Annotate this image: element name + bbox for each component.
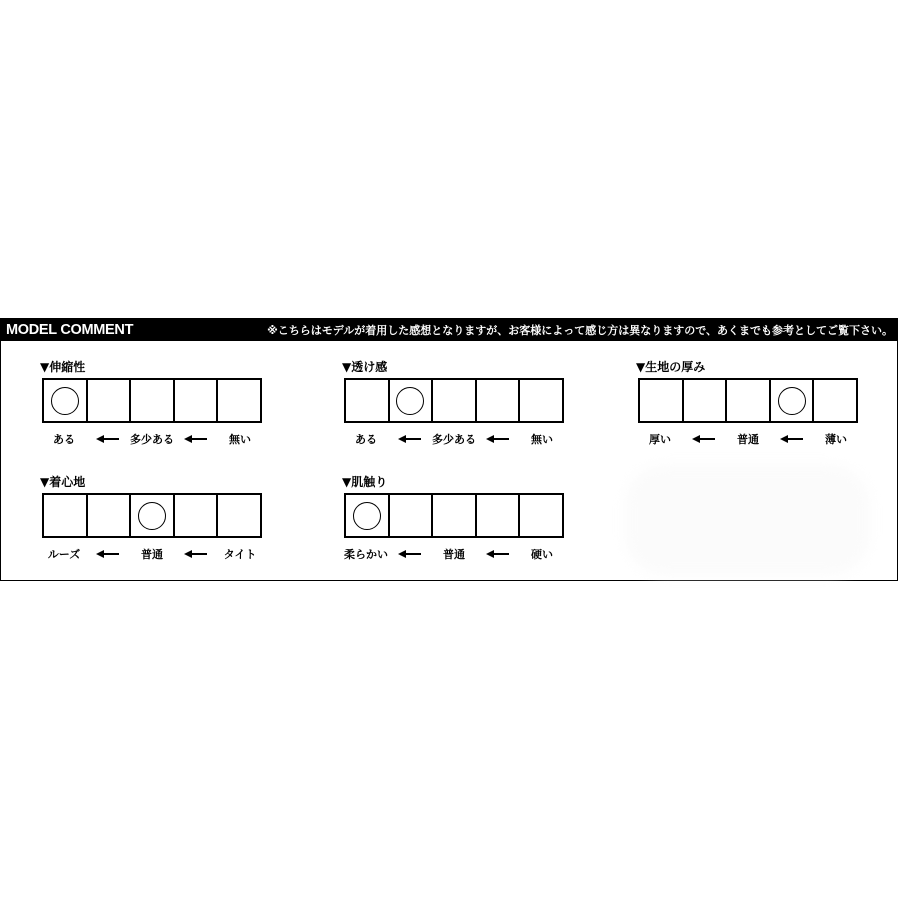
group-title: ▼生地の厚み bbox=[636, 360, 706, 374]
label-left: 柔らかい bbox=[344, 548, 388, 561]
scale-cell bbox=[131, 380, 175, 421]
label-right: 薄い bbox=[825, 433, 847, 446]
scale-labels bbox=[344, 431, 564, 447]
left-arrow-icon bbox=[86, 549, 130, 559]
group-title: ▼伸縮性 bbox=[40, 360, 86, 374]
label-left: ある bbox=[53, 433, 75, 446]
label-left: 厚い bbox=[649, 433, 671, 446]
left-arrow-icon bbox=[388, 549, 432, 559]
label-right: 硬い bbox=[531, 548, 553, 561]
group-title: ▼透け感 bbox=[342, 360, 388, 374]
header-note: ※こちらはモデルが着用した感想となりますが、お客様によって感じ方は異なりますので、あくまでも参考としてご覧下さい。 bbox=[267, 324, 893, 337]
header-title: MODEL COMMENT bbox=[6, 322, 134, 338]
rating-group-thickness bbox=[638, 359, 858, 447]
left-arrow-icon bbox=[770, 434, 814, 444]
left-arrow-icon bbox=[682, 434, 726, 444]
left-arrow-icon bbox=[388, 434, 432, 444]
circle-marker-icon bbox=[138, 502, 166, 530]
left-arrow-icon bbox=[174, 549, 218, 559]
scale-cell bbox=[131, 495, 175, 536]
rating-group-texture bbox=[344, 474, 564, 562]
scale-cell bbox=[218, 495, 260, 536]
group-title: ▼着心地 bbox=[40, 475, 86, 489]
left-arrow-icon bbox=[86, 434, 130, 444]
rating-scale bbox=[344, 378, 564, 423]
scale-labels bbox=[42, 431, 262, 447]
scale-cell bbox=[814, 380, 856, 421]
rating-group-comfort bbox=[42, 474, 262, 562]
scale-cell bbox=[44, 495, 88, 536]
scale-cell bbox=[346, 380, 390, 421]
rating-scale bbox=[638, 378, 858, 423]
blurred-area bbox=[625, 465, 870, 575]
rating-scale bbox=[42, 378, 262, 423]
scale-labels bbox=[42, 546, 262, 562]
scale-cell bbox=[175, 380, 219, 421]
left-arrow-icon bbox=[174, 434, 218, 444]
label-right: 無い bbox=[531, 433, 553, 446]
circle-marker-icon bbox=[778, 387, 806, 415]
label-middle: 多少ある bbox=[432, 433, 476, 446]
circle-marker-icon bbox=[396, 387, 424, 415]
rating-scale bbox=[42, 493, 262, 538]
scale-cell bbox=[684, 380, 728, 421]
scale-cell bbox=[218, 380, 260, 421]
scale-labels bbox=[344, 546, 564, 562]
label-middle: 普通 bbox=[141, 548, 163, 561]
scale-cell bbox=[520, 495, 562, 536]
scale-cell bbox=[771, 380, 815, 421]
scale-labels bbox=[638, 431, 858, 447]
scale-cell bbox=[175, 495, 219, 536]
scale-cell bbox=[477, 380, 521, 421]
group-title: ▼肌触り bbox=[342, 475, 388, 489]
scale-cell bbox=[727, 380, 771, 421]
label-middle: 普通 bbox=[737, 433, 759, 446]
scale-cell bbox=[477, 495, 521, 536]
label-middle: 多少ある bbox=[130, 433, 174, 446]
left-arrow-icon bbox=[476, 549, 520, 559]
scale-cell bbox=[433, 380, 477, 421]
left-arrow-icon bbox=[476, 434, 520, 444]
scale-cell bbox=[640, 380, 684, 421]
rating-group-sheerness bbox=[344, 359, 564, 447]
label-right: 無い bbox=[229, 433, 251, 446]
scale-cell bbox=[433, 495, 477, 536]
scale-cell bbox=[520, 380, 562, 421]
label-right: タイト bbox=[223, 548, 257, 561]
scale-cell bbox=[44, 380, 88, 421]
scale-cell bbox=[88, 380, 132, 421]
header-bar bbox=[1, 319, 897, 341]
label-left: ルーズ bbox=[47, 548, 81, 561]
label-middle: 普通 bbox=[443, 548, 465, 561]
rating-scale bbox=[344, 493, 564, 538]
scale-cell bbox=[346, 495, 390, 536]
circle-marker-icon bbox=[353, 502, 381, 530]
rating-group-stretch bbox=[42, 359, 262, 447]
circle-marker-icon bbox=[51, 387, 79, 415]
scale-cell bbox=[390, 380, 434, 421]
scale-cell bbox=[88, 495, 132, 536]
label-left: ある bbox=[355, 433, 377, 446]
scale-cell bbox=[390, 495, 434, 536]
